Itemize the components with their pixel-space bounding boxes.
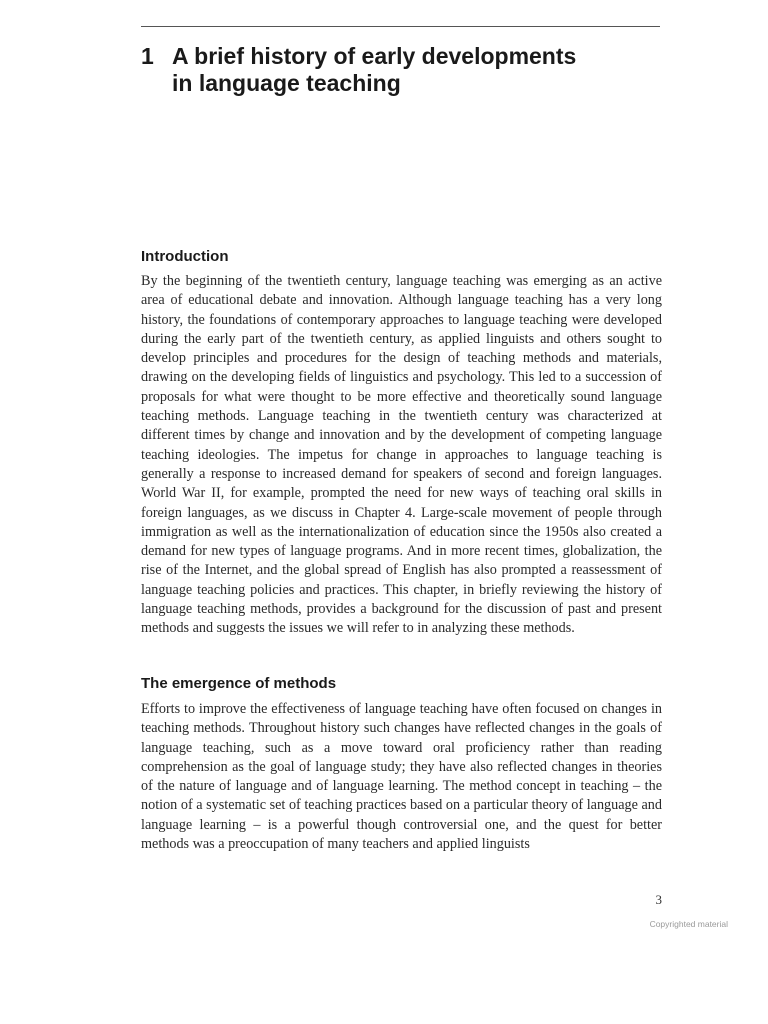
page-number: 3 (655, 892, 662, 907)
section-heading-introduction: Introduction (141, 248, 229, 265)
top-rule (141, 26, 660, 27)
chapter-title-text (172, 43, 701, 97)
section-heading-emergence-of-methods: The emergence of methods (141, 675, 337, 692)
copyright-notice: Copyrighted material (649, 919, 728, 929)
chapter-title-line-2: in language teaching (172, 70, 401, 96)
chapter-title-line-1: A brief history of early developments (172, 43, 577, 69)
introduction-paragraph: By the beginning of the twentieth century, language teaching was emerging as an active area of educational debate and innovation. Although language teaching has a very long history, the foundations of contemporary approaches to language teaching were developed during the early part of the twentieth century, as applied linguists and others sought to develop principles and procedures for the design of teaching methods and materials, drawing on the developing fields of linguistics and psychology. This led to a succession of proposals for what were thought to be more effective and theoretically sound language teaching methods. Language teaching in the twentieth century was characterized at different times by change and innovation and by the development of competing language teaching ideologies. The impetus for change in approaches to language teaching is generally a response to increased demand for speakers of second and foreign languages. World War II, for example, prompted the need for new ways of teaching oral skills in foreign languages, as we discuss in Chapter 4. Large-scale movement of people through immigration as well as the internationalization of education since the 1950s also created a demand for new types of language programs. And in more recent times, globalization, the rise of the Internet, and the global spread of English has also prompted a reassessment of language teaching policies and practices. This chapter, in briefly reviewing the history of language teaching methods, provides a background for the discussion of past and present methods and suggests the issues we will refer to in analyzing these methods. (141, 273, 662, 637)
chapter-number: 1 (141, 43, 154, 69)
chapter-title (141, 43, 701, 97)
emergence-of-methods-paragraph: Efforts to improve the effectiveness of language teaching have often focused on changes in teaching methods. Throughout history such changes have reflected changes in the goals of language teaching, such as a move toward oral proficiency rather than reading comprehension as the goal of language study; they have also reflected changes in theories of the nature of language and of language learning. The method concept in teaching – the notion of a systematic set of teaching practices based on a particular theory of language and language learning – is a powerful though controversial one, and the quest for better methods was a preoccupation of many teachers and applied linguists (141, 701, 662, 853)
